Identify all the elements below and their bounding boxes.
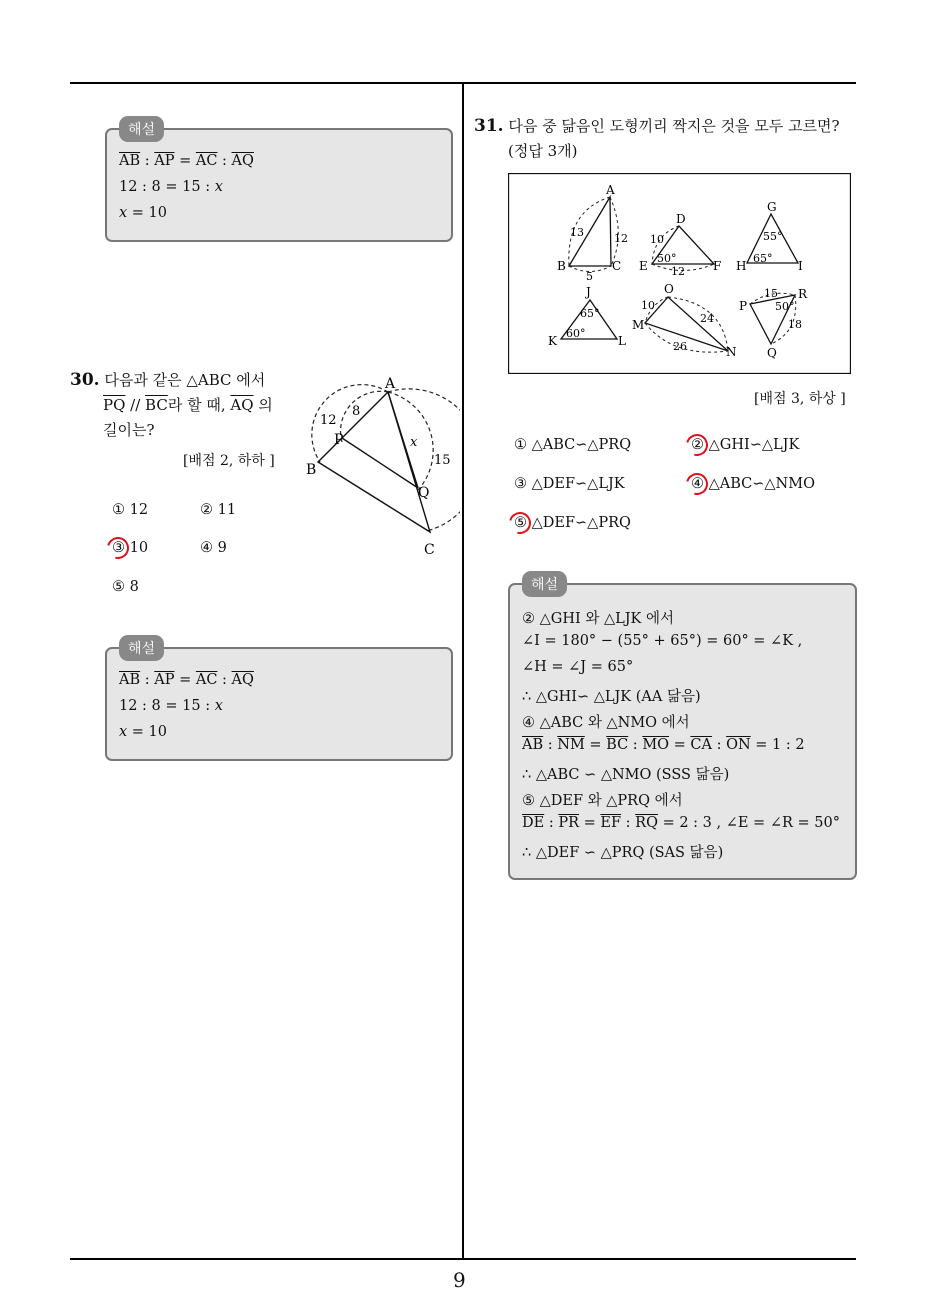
- fig31-label-ab: 13: [570, 226, 584, 239]
- fig31-label-j-angle: 65°: [580, 307, 600, 320]
- explanation-box-top: [105, 128, 453, 242]
- column-divider: [462, 82, 464, 1259]
- q30-line1: 다음과 같은 △ABC 에서: [104, 371, 266, 389]
- fig31-label-c: C: [612, 259, 622, 273]
- q31-figure: [508, 173, 851, 374]
- q30-figure: [300, 372, 460, 562]
- bottom-rule: [70, 1258, 856, 1260]
- q30-score: [배점 2, 하하 ]: [183, 453, 275, 469]
- fig31-label-rq: 18: [788, 318, 802, 331]
- fig30-label-ac: 15: [434, 453, 451, 468]
- q31-explain-line-2: ∠I = 180° − (55° + 65°) = 60° = ∠K ,: [522, 633, 803, 649]
- fig30-label-ap: 8: [352, 404, 361, 419]
- fig31-label-i: I: [798, 259, 803, 273]
- q30-option-3[interactable]: ③ 10: [112, 540, 149, 556]
- q30-explanation-box: [105, 647, 453, 761]
- q31-option-2[interactable]: ② △GHI∽△LJK: [691, 437, 800, 453]
- q30-explanation-tag: 해설: [119, 635, 164, 661]
- fig31-label-ef: 12: [671, 265, 685, 278]
- fig31-label-mo: 10: [641, 299, 655, 312]
- fig31-label-on: 24: [700, 312, 714, 325]
- q31-line1: 다음 중 닮음인 도형끼리 짝지은 것을 모두 고르면?: [508, 117, 840, 135]
- q30-option-5[interactable]: ⑤ 8: [112, 579, 139, 595]
- segment-bc: $\overline{BC}$: [145, 396, 168, 414]
- fig31-label-f: F: [713, 259, 722, 273]
- q31-option-5[interactable]: ⑤ △DEF∽△PRQ: [514, 515, 631, 531]
- fig30-label-ab: 12: [320, 413, 337, 428]
- fig31-label-r: R: [798, 287, 808, 301]
- q30-line2-tail: 라 할 때,: [167, 396, 231, 414]
- q31-answer-mark-4: [682, 469, 712, 499]
- fig31-label-g-angle: 55°: [763, 230, 783, 243]
- q30-option-1[interactable]: ① 12: [112, 502, 149, 518]
- fig31-label-bc: 5: [586, 270, 593, 283]
- q31-explain-line-8: ⑤ △DEF 와 △PRQ 에서: [522, 793, 683, 809]
- q30-option-4[interactable]: ④ 9: [200, 540, 227, 556]
- fig31-label-g: G: [767, 200, 777, 214]
- q31-line2: (정답 3개): [508, 142, 578, 160]
- fig31-label-pr: 15: [764, 287, 778, 300]
- q30-line2-end: 의: [253, 396, 273, 414]
- fig31-label-m: M: [632, 318, 645, 332]
- fig31-label-k: K: [548, 334, 557, 348]
- fig31-label-de: 10: [650, 233, 664, 246]
- explain-line-2: 12 : 8 = 15 : x: [119, 179, 223, 195]
- fig31-label-p: P: [739, 299, 748, 313]
- fig31-label-o: O: [664, 282, 674, 296]
- fig30-label-aq: x: [410, 435, 418, 450]
- q31-explain-line-5: ④ △ABC 와 △NMO 에서: [522, 715, 690, 731]
- q31-explain-line-3: ∠H = ∠J = 65°: [522, 659, 634, 675]
- q31-option-1[interactable]: ① △ABC∽△PRQ: [514, 437, 632, 453]
- q30-option-2[interactable]: ② 11: [200, 502, 237, 518]
- explain-line-3: x = 10: [119, 205, 168, 221]
- q30-explain-line-3: x = 10: [119, 724, 168, 740]
- fig30-label-p: P: [334, 432, 344, 448]
- fig31-label-h-angle: 65°: [753, 252, 773, 265]
- fig31-label-k-angle: 60°: [566, 327, 586, 340]
- fig31-label-ac: 12: [614, 232, 628, 245]
- q31-option-4[interactable]: ④ △ABC∽△NMO: [691, 476, 815, 492]
- parallel-symbol: //: [125, 396, 146, 414]
- fig31-label-a: A: [606, 183, 615, 197]
- q31-option-3[interactable]: ③ △DEF∽△LJK: [514, 476, 625, 492]
- q31-explain-line-4: ∴ △GHI∽ △LJK (AA 닮음): [522, 689, 701, 705]
- fig31-label-d: D: [676, 212, 686, 226]
- q30-number: 30.: [70, 370, 100, 390]
- q31-explain-line-7: ∴ △ABC ∽ △NMO (SSS 닮음): [522, 767, 730, 783]
- fig30-label-q: Q: [418, 485, 430, 501]
- q31-explain-line-9: $\overline{DE}$ : $\overline{PR} = \overline{EF}$ : $\overline{RQ} = 2$ : 3 , ∠E = ∠R = 50°: [522, 815, 840, 831]
- fig31-label-b: B: [557, 259, 566, 273]
- q31-text: [474, 114, 874, 164]
- segment-pq: $\overline{PQ}$: [103, 396, 126, 414]
- q31-explain-line-6: $\overline{AB}$ : $\overline{NM} = \overline{BC}$ : $\overline{MO} = \overline{CA}$ : $\overline{ON} = 1$ : 2: [522, 737, 805, 753]
- q30-explain-line-1: $\overline{AB}$ : $\overline{AP} = \overline{AC}$ : $\overline{AQ}$: [119, 672, 254, 688]
- q30-explain-line-2: 12 : 8 = 15 : x: [119, 698, 223, 714]
- page-number: 9: [453, 1268, 466, 1292]
- fig31-label-j: J: [586, 285, 591, 299]
- q31-explanation-tag: 해설: [522, 571, 567, 597]
- explanation-tag: 해설: [119, 116, 164, 142]
- fig31-label-e-angle: 50°: [657, 252, 677, 265]
- q30-answer-mark: [103, 533, 133, 563]
- segment-aq: $\overline{AQ}$: [230, 396, 254, 414]
- q30-line3: 길이는?: [103, 421, 155, 439]
- q31-explain-line-10: ∴ △DEF ∽ △PRQ (SAS 닮음): [522, 845, 724, 861]
- fig31-label-l: L: [618, 334, 626, 348]
- fig31-label-q: Q: [767, 346, 777, 360]
- fig31-label-n: N: [726, 345, 737, 359]
- explain-line-1: $\overline{AB}$ : $\overline{AP} = \overline{AC}$ : $\overline{AQ}$: [119, 153, 254, 169]
- q31-explanation-box: [508, 583, 857, 880]
- fig31-label-mn: 26: [673, 340, 687, 353]
- fig30-label-a: A: [385, 376, 396, 392]
- q31-explain-line-1: ② △GHI 와 △LJK 에서: [522, 611, 674, 627]
- fig31-label-e: E: [639, 259, 648, 273]
- q31-score: [배점 3, 하상 ]: [754, 391, 846, 407]
- fig30-label-c: C: [424, 542, 435, 558]
- fig30-label-b: B: [306, 462, 317, 478]
- q31-number: 31.: [474, 116, 504, 136]
- q30-text: [70, 368, 295, 443]
- fig31-label-h: H: [736, 259, 747, 273]
- q31-answer-mark-5: [505, 508, 535, 538]
- q31-answer-mark-2: [682, 430, 712, 460]
- fig31-label-r-angle: 50°: [775, 300, 795, 313]
